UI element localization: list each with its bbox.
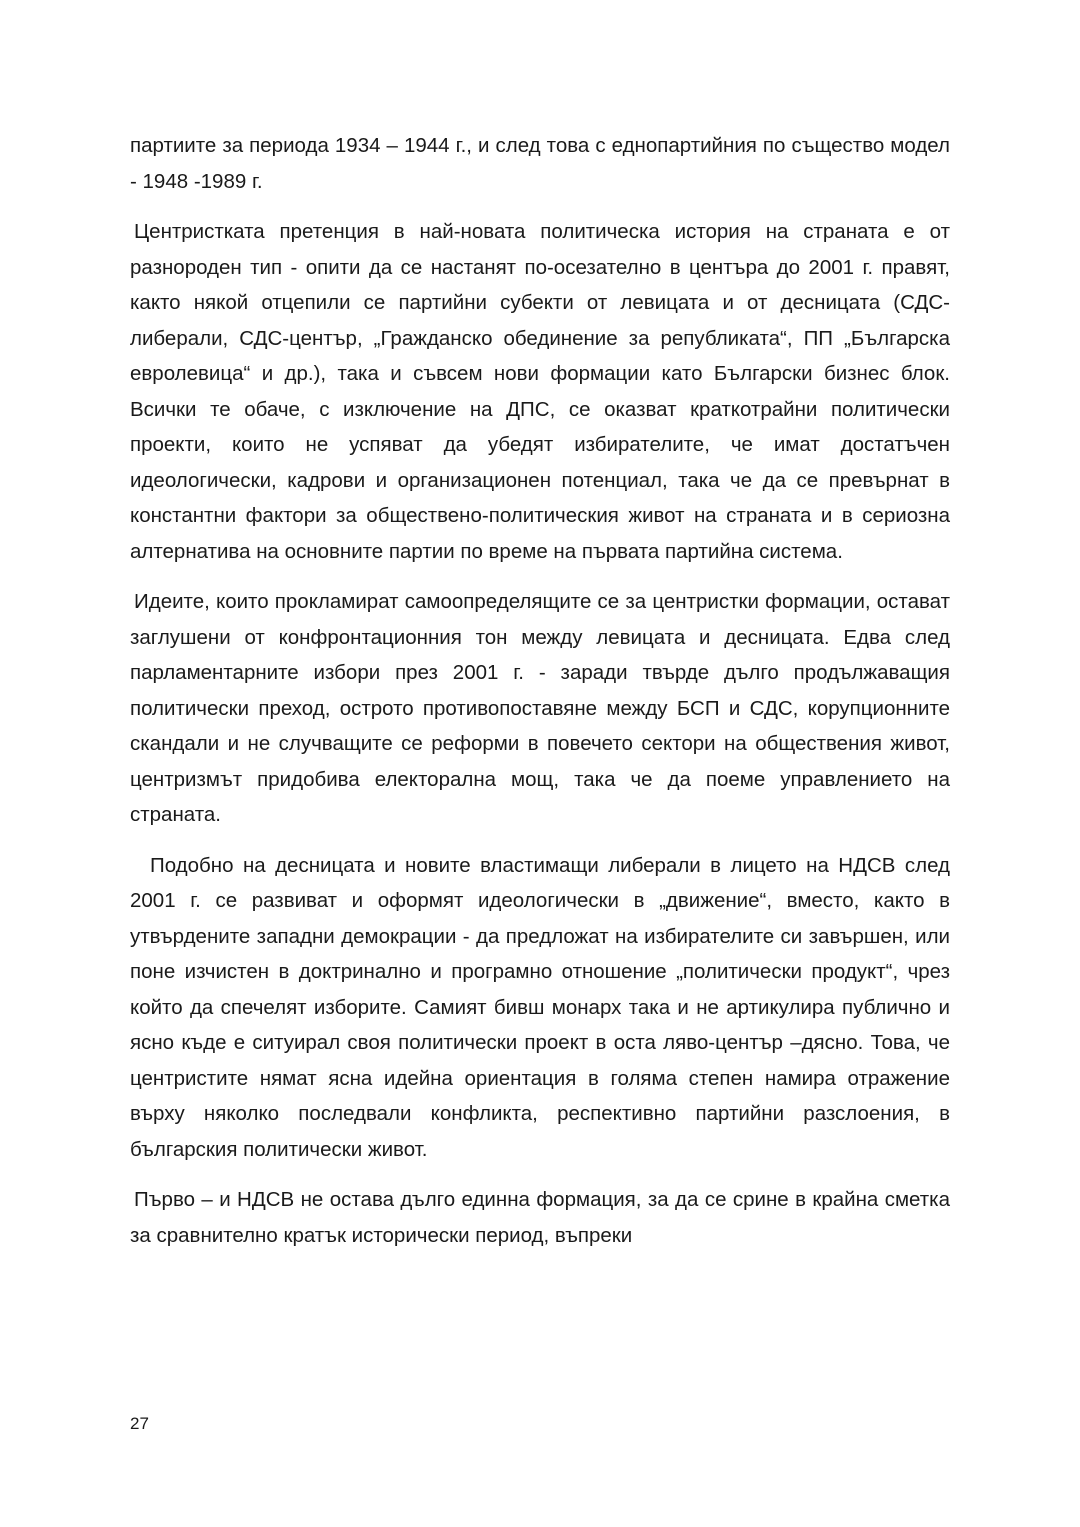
paragraph-2: Центристката претенция в най-новата политическа история на страната е от разнороден тип - опити да се настанят по-осезателно в центъра до 2001 г. правят, както някой отцепили се партийни субекти от левицата и от десницата (СДС-либерали, СДС-център, „Гражданско обединение за републиката“, ПП „Българска евролевица“ и др.), така и съвсем нови формации като Български бизнес блок. Всички те обаче, с изключение на ДПС, се оказват краткотрайни политически проекти, които не успяват да убедят избирателите, че имат достатъчен идеологически, кадрови и организационен потенциал, така че да се превърнат в константни фактори за обществено-политическия живот на страната и в сериозна алтернатива на основните партии по време на първата партийна система. <box>130 220 950 563</box>
paragraph-4: Подобно на десницата и новите властимащи либерали в лицето на НДСВ след 2001 г. се развиват и оформят идеологически в „движение“, вместо, както в утвърдените западни демокрации - да предложат на избирателите си завършен, или поне изчистен в доктринално и програмно отношение „политически продукт“, чрез който да спечелят изборите. Самият бивш монарх така и не артикулира публично и ясно къде е ситуирал своя политически проект в оста ляво-център –дясно. Това, че центристите нямат ясна идейна ориентация в голяма степен намира отражение върху няколко последвали конфликта, респективно партийни разслоения, в българския политически живот. <box>130 853 950 1161</box>
body-text <box>130 128 950 1268</box>
paragraph-1: партиите за периода 1934 – 1944 г., и след това с еднопартийния по същество модел - 1948 -1989 г. <box>130 134 950 193</box>
paragraph-3: Идеите, които прокламират самоопределящите се за центристки формации, остават заглушени от конфронтационния тон между левицата и десницата. Едва след парламентарните избори през 2001 г. - заради твърде дълго продължаващия политически преход, острото противопоставяне между БСП и СДС, корупционните скандали и не случващите се реформи в повечето сектори на обществения живот, центризмът придобива електорална мощ, така че да поеме управлението на страната. <box>130 590 950 826</box>
paragraph-5: Първо – и НДСВ не остава дълго единна формация, за да се срине в крайна сметка за сравнително кратък исторически период, въпреки <box>130 1188 950 1247</box>
page-number: 27 <box>130 1414 149 1433</box>
